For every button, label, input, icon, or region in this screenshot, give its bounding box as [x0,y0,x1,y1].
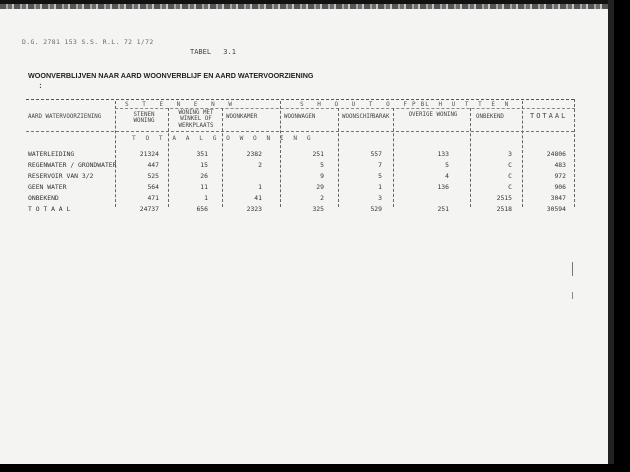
cell: 351 [196,150,208,158]
col-header-1: STENEN WONING [133,112,155,125]
cell: 564 [147,183,159,191]
cell: 2382 [246,150,262,158]
cell: 9 [320,172,324,180]
cell: 2518 [496,205,512,213]
title-colon: : [38,81,43,90]
cell: 251 [312,150,324,158]
cell: 26 [200,172,208,180]
cell: 2 [320,194,324,202]
cell: 136 [437,183,449,191]
cell: 325 [312,205,324,213]
cell: 972 [554,172,566,180]
group-header-pl: P L H U T T E N [412,101,512,108]
table-label [190,48,236,56]
cell: 5 [378,172,382,180]
cell: 251 [437,205,449,213]
table-rule-head [26,131,574,132]
col-header-2: WONING MET WINKEL OF WERKPLAATS [178,110,214,129]
cell: 529 [370,205,382,213]
table-rule-sub [115,108,575,109]
col-header-4: WOONWAGEN [284,114,316,120]
group-header-stenen: S T E N E N W [125,101,237,108]
table-number: 3.1 [223,48,236,56]
cell: 2515 [496,194,512,202]
group-header-overige: S H O U T O F B [300,101,430,108]
cell: 11 [200,183,208,191]
col-header-9: TOTAAL [530,112,568,120]
stub-header: AARD WATERVOORZIENING [28,114,102,120]
table-title: WOONVERBLIJVEN NAAR AARD WOONVERBLIJF EN AARD WATERVOORZIENING [28,71,314,80]
scan-right-edge [608,0,614,464]
subtotal-label: T O T A A L G O W O N I N G [132,135,314,142]
cell: 2323 [246,205,262,213]
cell: 3 [508,150,512,158]
cell: 41 [254,194,262,202]
col-header-7: OVERIGE WONING [408,112,458,118]
row-label: GEEN WATER [28,183,67,191]
scan-top-band [0,4,614,9]
table-rule-top [26,99,574,100]
col-header-6: BARAK [372,114,390,120]
cell: 525 [147,172,159,180]
cell: 29 [316,183,324,191]
row-label: REGENWATER / GRONDWATER [28,161,117,169]
cell: 656 [196,205,208,213]
cell: 24806 [546,150,566,158]
cell: 5 [445,161,449,169]
cell: 21324 [139,150,159,158]
cell: 3 [378,194,382,202]
col-header-5: WOONSCHIP [342,114,374,120]
cell: C [508,183,512,191]
row-label: T O T A A L [28,205,71,213]
cell: 2 [258,161,262,169]
cell: 906 [554,183,566,191]
cell: 4 [445,172,449,180]
cell: C [508,161,512,169]
cell: 471 [147,194,159,202]
row-label: WATERLEIDING [28,150,75,158]
col-header-8: ONBEKEND [476,114,504,120]
col-header-3: WOONKAMER [226,114,258,120]
row-label: RESERVOIR VAN 3/2 [28,172,94,180]
cell: 483 [554,161,566,169]
margin-mark [572,262,573,276]
cell: 24737 [139,205,159,213]
cell: 3047 [550,194,566,202]
cell: 15 [200,161,208,169]
margin-mark-small [572,292,573,299]
cell: C [508,172,512,180]
cell: 557 [370,150,382,158]
cell: 5 [320,161,324,169]
cell: 7 [378,161,382,169]
table-label-text: TABEL [190,48,212,56]
reference-line: D.G. 2781 153 S.S. R.L. 72 1/72 [22,38,154,46]
cell: 1 [258,183,262,191]
cell: 1 [378,183,382,191]
cell: 30594 [546,205,566,213]
col-divider-9 [574,99,575,207]
cell: 447 [147,161,159,169]
cell: 133 [437,150,449,158]
cell: 1 [204,194,208,202]
row-label: ONBEKEND [28,194,59,202]
